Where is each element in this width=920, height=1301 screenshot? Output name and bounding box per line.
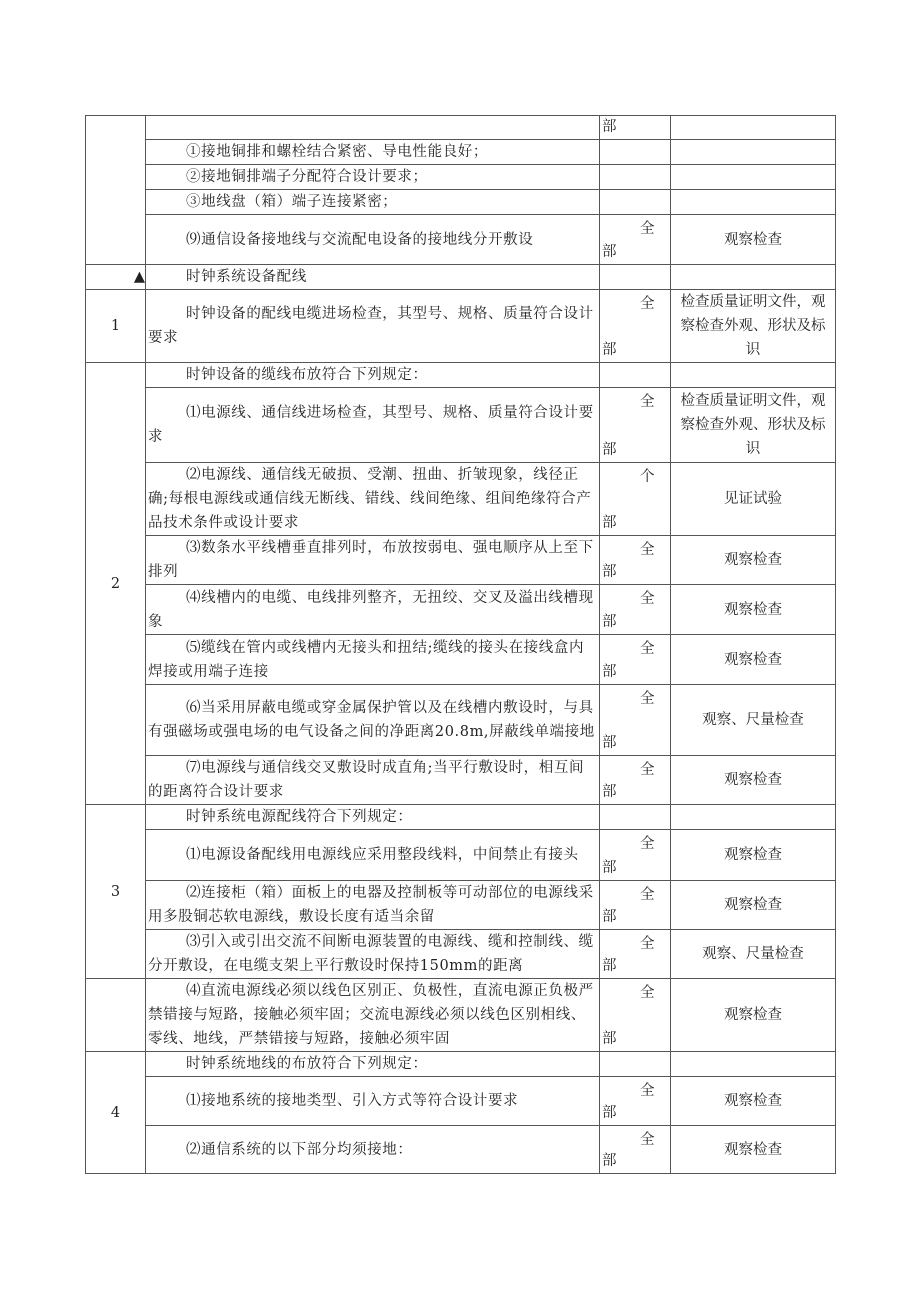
inspection-method: 观察检查 [671,1077,836,1126]
scope-bottom-text: 部 [602,119,617,135]
inspection-scope [600,585,671,635]
table-row [86,536,836,585]
inspection-method: 观察、尺量检查 [671,930,836,979]
scope-top-text: 全 [640,1132,655,1148]
scope-bottom-text: 部 [602,909,617,925]
inspection-scope [600,165,671,190]
inspection-content: 时钟系统地线的布放符合下列规定： [146,1052,600,1077]
inspection-method [671,165,836,190]
inspection-method: 检查质量证明文件，观察检查外观、形状及标识 [671,290,836,363]
inspection-content [146,116,600,140]
inspection-scope [600,140,671,165]
inspection-method [671,190,836,215]
scope-bottom-text: 部 [602,614,617,630]
inspection-content: ⑸缆线在管内或线槽内无接头和扭结;缆线的接头在接线盒内焊接或用端子连接 [146,635,600,685]
scope-bottom-text: 部 [602,1031,617,1047]
table-row [86,363,836,388]
scope-bottom-text: 部 [602,958,617,974]
inspection-method [671,116,836,140]
scope-bottom-text: 部 [602,784,617,800]
scope-top-text: 个 [640,469,655,485]
inspection-scope [600,830,671,881]
inspection-method: 检查质量证明文件，观察检查外观、形状及标识 [671,388,836,463]
item-number [86,979,146,1052]
inspection-scope [600,979,671,1052]
table-row [86,190,836,215]
inspection-content: ⑵连接柜（箱）面板上的电器及控制板等可动部位的电源线采用多股铜芯软电源线，敷设长度有适当余留 [146,881,600,930]
inspection-content: ⑴电源设备配线用电源线应采用整段线料，中间禁止有接头 [146,830,600,881]
inspection-method: 观察检查 [671,830,836,881]
inspection-method: 观察检查 [671,536,836,585]
inspection-content: ⑶引入或引出交流不间断电源装置的电源线、缆和控制线、缆分开敷设，在电缆支架上平行敷设时保持150mm的距离 [146,930,600,979]
inspection-method: 观察检查 [671,635,836,685]
table-row [86,830,836,881]
item-number: 3 [86,805,146,979]
scope-top-text: 全 [640,394,655,410]
table-row [86,635,836,685]
scope-bottom-text: 部 [602,442,617,458]
inspection-content: ③地线盘（箱）端子连接紧密； [146,190,600,215]
scope-bottom-text: 部 [602,244,617,260]
inspection-method: 见证试验 [671,463,836,536]
table-row [86,388,836,463]
inspection-method [671,265,836,290]
scope-top-text: 全 [640,762,655,778]
inspection-scope [600,265,671,290]
item-number [86,116,146,265]
scope-bottom-text: 部 [602,1105,617,1121]
inspection-scope [600,1052,671,1077]
inspection-table [85,115,836,1174]
table-row [86,463,836,536]
scope-top-text: 全 [640,221,655,237]
inspection-method: 观察检查 [671,756,836,805]
inspection-content: ②接地铜排端子分配符合设计要求； [146,165,600,190]
table-row [86,756,836,805]
item-number: 4 [86,1052,146,1174]
scope-bottom-text: 部 [602,664,617,680]
scope-top-text: 全 [640,542,655,558]
inspection-scope [600,881,671,930]
inspection-content: 时钟设备的缆线布放符合下列规定： [146,363,600,388]
table-row [86,290,836,363]
inspection-scope [600,116,671,140]
table-row [86,140,836,165]
inspection-content: ⑵电源线、通信线无破损、受潮、扭曲、折皱现象，线径正确;每根电源线或通信线无断线、错线、线间绝缘、组间绝缘符合产品技术条件或设计要求 [146,463,600,536]
inspection-scope [600,1077,671,1126]
scope-bottom-text: 部 [602,515,617,531]
inspection-scope [600,635,671,685]
inspection-method: 观察、尺量检查 [671,685,836,756]
inspection-scope [600,290,671,363]
inspection-content: 时钟系统设备配线 [146,265,600,290]
item-number: ▲ [86,265,146,290]
table-row [86,1126,836,1174]
scope-top-text: 全 [640,691,655,707]
inspection-scope [600,463,671,536]
table-row [86,215,836,265]
inspection-content: ⑷线槽内的电缆、电线排列整齐，无扭绞、交叉及溢出线槽现象 [146,585,600,635]
inspection-content: ⑹当采用屏蔽电缆或穿金属保护管以及在线槽内敷设时，与具有强磁场或强电场的电气设备之间的净距离20.8m,屏蔽线单端接地 [146,685,600,756]
inspection-method: 观察检查 [671,585,836,635]
table-row [86,685,836,756]
table-row [86,265,836,290]
table-row [86,585,836,635]
inspection-scope [600,930,671,979]
inspection-content: 时钟系统电源配线符合下列规定： [146,805,600,830]
inspection-content: ⑴电源线、通信线进场检查，其型号、规格、质量符合设计要求 [146,388,600,463]
inspection-content: ⑴接地系统的接地类型、引入方式等符合设计要求 [146,1077,600,1126]
scope-top-text: 全 [640,641,655,657]
scope-top-text: 全 [640,887,655,903]
table-row [86,1052,836,1077]
inspection-method [671,1052,836,1077]
scope-bottom-text: 部 [602,1153,617,1169]
table-row [86,979,836,1052]
inspection-method [671,805,836,830]
table-row [86,881,836,930]
inspection-scope [600,190,671,215]
item-number: 1 [86,290,146,363]
table-row [86,805,836,830]
table-row [86,165,836,190]
scope-bottom-text: 部 [602,735,617,751]
inspection-scope [600,805,671,830]
scope-bottom-text: 部 [602,564,617,580]
scope-bottom-text: 部 [602,860,617,876]
inspection-scope [600,536,671,585]
scope-top-text: 全 [640,1083,655,1099]
inspection-content: ⑼通信设备接地线与交流配电设备的接地线分开敷设 [146,215,600,265]
scope-top-text: 全 [640,836,655,852]
table-row [86,116,836,140]
inspection-content: 时钟设备的配线电缆进场检查，其型号、规格、质量符合设计要求 [146,290,600,363]
inspection-scope [600,756,671,805]
table-row [86,930,836,979]
table-row [86,1077,836,1126]
inspection-content: ⑶数条水平线槽垂直排列时，布放按弱电、强电顺序从上至下排列 [146,536,600,585]
inspection-scope [600,685,671,756]
inspection-scope [600,388,671,463]
inspection-content: ⑷直流电源线必须以线色区别正、负极性，直流电源正负极严禁错接与短路，接触必须牢固；交流电源线必须以线色区别相线、零线、地线，严禁错接与短路，接触必须牢固 [146,979,600,1052]
inspection-method: 观察检查 [671,881,836,930]
scope-top-text: 全 [640,296,655,312]
scope-top-text: 全 [640,985,655,1001]
scope-bottom-text: 部 [602,342,617,358]
inspection-method: 观察检查 [671,979,836,1052]
scope-top-text: 全 [640,936,655,952]
inspection-content: ⑵通信系统的以下部分均须接地： [146,1126,600,1174]
inspection-scope [600,1126,671,1174]
inspection-content: ①接地铜排和螺栓结合紧密、导电性能良好； [146,140,600,165]
item-number: 2 [86,363,146,805]
scope-top-text: 全 [640,591,655,607]
inspection-scope [600,215,671,265]
inspection-method [671,140,836,165]
inspection-method: 观察检查 [671,1126,836,1174]
inspection-scope [600,363,671,388]
inspection-content: ⑺电源线与通信线交叉敷设时成直角;当平行敷设时，相互间的距离符合设计要求 [146,756,600,805]
inspection-method: 观察检查 [671,215,836,265]
inspection-method [671,363,836,388]
